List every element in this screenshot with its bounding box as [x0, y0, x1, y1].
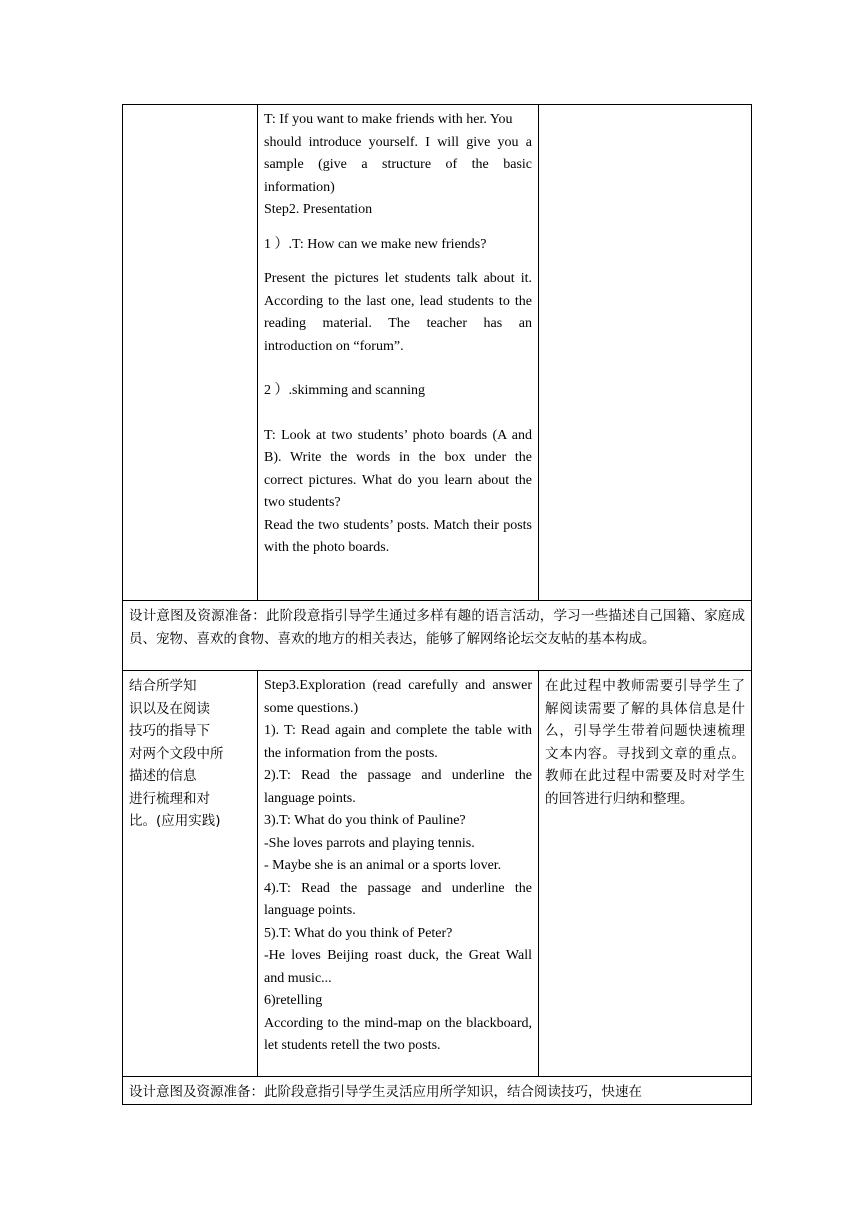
text-line: 对两个文段中所 — [129, 745, 224, 762]
text-line: -He loves Beijing roast duck, the Great Wall and music... — [264, 948, 532, 986]
text-line: Present the pictures let students talk about it. According to the last one, lead students to the reading material. The teacher has an introduction on “forum”. — [264, 271, 532, 354]
text-line: 技巧的指导下 — [129, 723, 210, 739]
text-line: -She loves parrots and playing tennis. — [264, 835, 475, 851]
text-line: 2 ）.skimming and scanning — [264, 383, 425, 398]
text-line: T: Look at two students’ photo boards (A and B). Write the words in the box under the correct pictures. What do you learn about the two students? — [264, 427, 532, 510]
text-line: According to the mind-map on the blackboard, let students retell the two posts. — [264, 1015, 532, 1053]
text-line: should introduce yourself. I will give you a sample (give a structure of the basic information) — [264, 134, 532, 195]
text-line: 1 ）.T: How can we make new friends? — [264, 236, 487, 252]
lesson-plan-table — [122, 104, 752, 1105]
table-cell-objective — [123, 671, 258, 1077]
design-intent-cell: 设计意图及资源准备：此阶段意指引导学生灵活应用所学知识，结合阅读技巧，快速在 — [123, 1077, 752, 1105]
text-line: 识以及在阅读 — [129, 700, 210, 717]
text-line: 3).T: What do you think of Pauline? — [264, 813, 466, 828]
text-line: 4).T: Read the passage and underline the language points. — [264, 880, 532, 918]
text-line: T: If you want to make friends with her. You — [264, 112, 513, 127]
step-heading: Step3.Exploration (read carefully and answer some questions.) — [264, 678, 532, 716]
table-cell-procedure — [258, 105, 539, 601]
table-cell-empty — [123, 105, 258, 601]
table-cell-procedure — [258, 671, 539, 1077]
text-line: 进行梳理和对 — [129, 790, 210, 807]
text-line: 描述的信息 — [129, 768, 197, 784]
table-row — [123, 1077, 752, 1105]
text-line: 比。(应用实践) — [129, 813, 221, 829]
table-row — [123, 601, 752, 671]
text-line: Read the two students’ posts. Match their posts with the photo boards. — [264, 517, 532, 555]
table-cell-teacher-notes: 在此过程中教师需要引导学生了解阅读需要了解的具体信息是什么，引导学生带着问题快速梳理文本内容。寻找到文章的重点。教师在此过程中需要及时对学生的回答进行归纳和整理。 — [539, 671, 752, 1077]
table-row — [123, 105, 752, 601]
text-line: 结合所学知 — [129, 678, 197, 694]
text-line: 1). T: Read again and complete the table with the information from the posts. — [264, 723, 532, 761]
text-line: 2).T: Read the passage and underline the language points. — [264, 768, 532, 806]
table-row — [123, 671, 752, 1077]
text-line: 6)retelling — [264, 993, 323, 1008]
text-line: - Maybe she is an animal or a sports lover. — [264, 858, 502, 873]
text-line: 5).T: What do you think of Peter? — [264, 925, 453, 941]
step-heading: Step2. Presentation — [264, 202, 373, 217]
design-intent-cell: 设计意图及资源准备：此阶段意指引导学生通过多样有趣的语言活动，学习一些描述自己国籍、家庭成员、宠物、喜欢的食物、喜欢的地方的相关表达，能够了解网络论坛交友帖的基本构成。 — [123, 601, 752, 671]
table-cell-empty — [539, 105, 752, 601]
